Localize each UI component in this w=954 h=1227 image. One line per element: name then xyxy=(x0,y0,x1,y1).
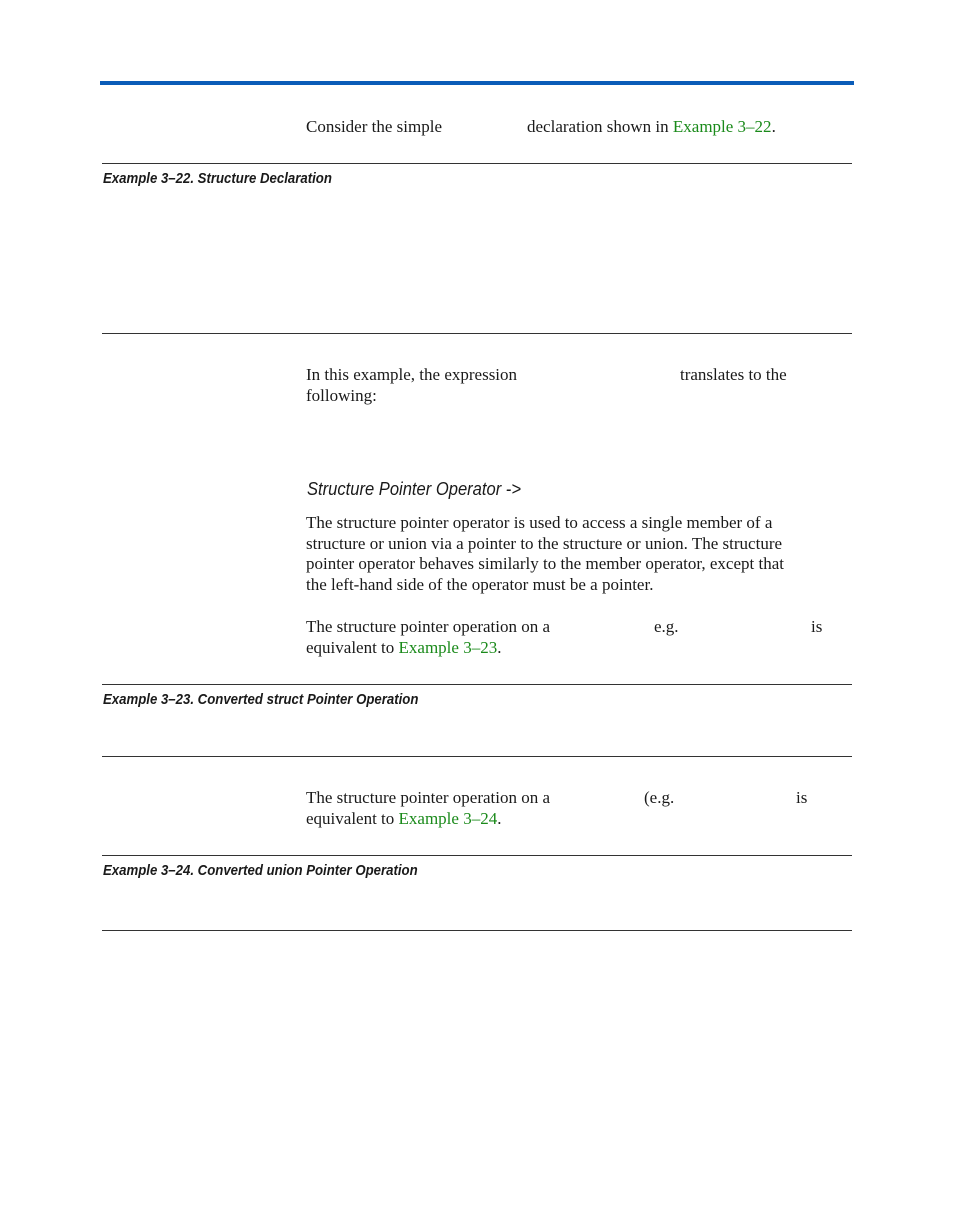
section-body-line: pointer operator behaves similarly to the member operator, except that xyxy=(306,554,784,573)
section-heading: Structure Pointer Operator -> xyxy=(307,479,522,499)
union-op-text-start: The structure pointer operation on a xyxy=(306,788,551,807)
section-body-line: the left-hand side of the operator must be a pointer. xyxy=(306,575,654,594)
example-3-22-link[interactable]: Example 3–22 xyxy=(672,117,772,136)
union-op-equivalent: equivalent to xyxy=(306,809,395,828)
header-accent-bar xyxy=(100,81,854,85)
struct-op-end: . xyxy=(497,638,502,657)
example-3-22-top-rule xyxy=(102,163,852,164)
translation-text-end: translates to the xyxy=(680,365,787,384)
example-3-23-caption: Example 3–23. Converted struct Pointer Operation xyxy=(103,691,419,708)
translation-text-line2: following: xyxy=(306,386,377,405)
struct-op-eg: e.g. xyxy=(654,617,679,636)
section-body-line: The structure pointer operator is used to access a single member of a xyxy=(306,513,773,532)
translation-text-start: In this example, the expression xyxy=(306,365,518,384)
intro-text-end: . xyxy=(771,117,776,136)
example-3-24-top-rule xyxy=(102,855,852,856)
struct-op-is: is xyxy=(811,617,823,636)
intro-text-start: Consider the simple xyxy=(306,117,442,136)
example-3-24-bottom-rule xyxy=(102,930,852,931)
example-3-23-link[interactable]: Example 3–23 xyxy=(398,638,498,657)
struct-op-equivalent: equivalent to xyxy=(306,638,395,657)
struct-op-line2 xyxy=(306,637,501,658)
example-3-24-link[interactable]: Example 3–24 xyxy=(398,809,498,828)
example-3-23-top-rule xyxy=(102,684,852,685)
section-body-line: structure or union via a pointer to the structure or union. The structure xyxy=(306,534,783,553)
struct-op-text-start: The structure pointer operation on a xyxy=(306,617,551,636)
intro-text-middle xyxy=(527,116,776,137)
example-3-24-caption: Example 3–24. Converted union Pointer Operation xyxy=(103,862,418,879)
union-op-eg: (e.g. xyxy=(644,788,675,807)
union-op-is: is xyxy=(796,788,808,807)
union-op-line2 xyxy=(306,808,501,829)
union-op-end: . xyxy=(497,809,502,828)
intro-text-after: declaration shown in xyxy=(527,117,669,136)
example-3-22-caption: Example 3–22. Structure Declaration xyxy=(103,170,332,187)
example-3-23-bottom-rule xyxy=(102,756,852,757)
example-3-22-bottom-rule xyxy=(102,333,852,334)
